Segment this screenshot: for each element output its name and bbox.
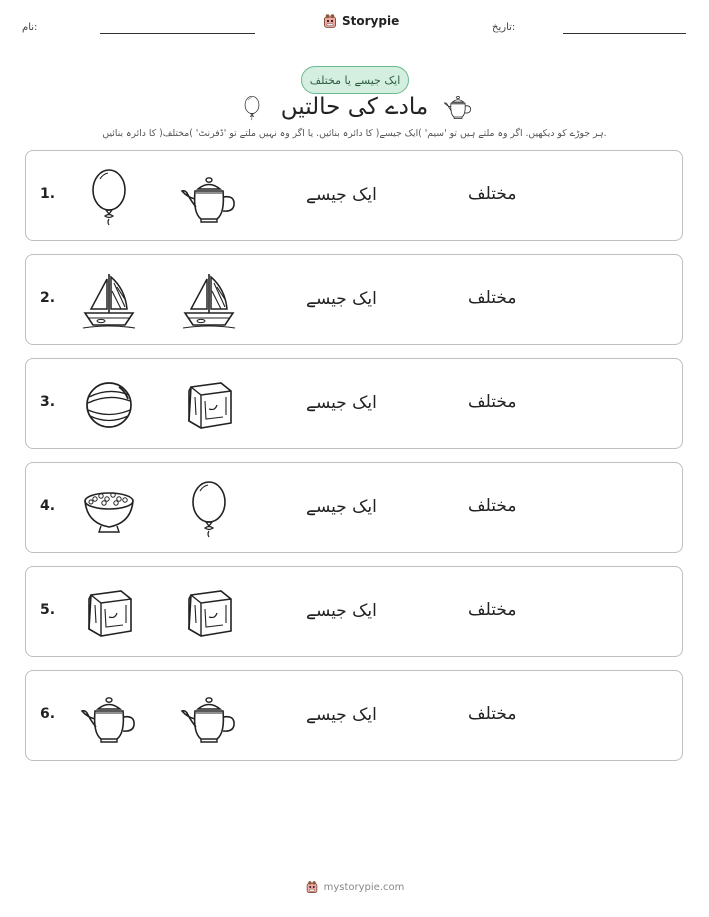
ice-cube-icon xyxy=(79,583,139,643)
footer xyxy=(0,880,709,894)
different-option[interactable]: مختلف xyxy=(468,704,517,724)
storypie-logo-icon xyxy=(305,880,319,894)
cereal-bowl-icon xyxy=(79,479,139,539)
sailboat-icon xyxy=(179,271,239,331)
different-option[interactable]: مختلف xyxy=(468,392,517,412)
question-row xyxy=(25,358,683,449)
balloon-icon xyxy=(79,167,139,227)
question-row xyxy=(25,254,683,345)
different-option[interactable]: مختلف xyxy=(468,496,517,516)
teapot-icon xyxy=(179,167,239,227)
worksheet-type-pill: ایک جیسے یا مختلف xyxy=(301,66,409,94)
question-number: 4. xyxy=(40,498,56,514)
ball-icon xyxy=(79,375,139,435)
different-option[interactable]: مختلف xyxy=(468,600,517,620)
question-number: 6. xyxy=(40,706,56,722)
name-label: نام: xyxy=(22,22,38,33)
different-option[interactable]: مختلف xyxy=(468,184,517,204)
brand-logo xyxy=(322,13,399,29)
name-line[interactable] xyxy=(100,33,255,34)
same-option[interactable]: ایک جیسے xyxy=(306,705,377,725)
ice-cube-icon xyxy=(179,375,239,435)
question-row xyxy=(25,462,683,553)
question-number: 1. xyxy=(40,186,56,202)
date-line[interactable] xyxy=(563,33,686,34)
question-row xyxy=(25,150,683,241)
instructions: ہر جوڑے کو دیکھیں. اگر وہ ملتے ہیں تو 'سیم' )ایک جیسے( کا دائرہ بنائیں. یا اگر وہ نہیں ملتے تو 'ڈفرنٹ' )مختلف( کا دائرہ بنائیں. xyxy=(102,128,607,139)
brand-name: Storypie xyxy=(342,14,400,28)
date-label: تاریخ: xyxy=(492,22,516,33)
same-option[interactable]: ایک جیسے xyxy=(306,289,377,309)
same-option[interactable]: ایک جیسے xyxy=(306,497,377,517)
balloon-icon xyxy=(179,479,239,539)
same-option[interactable]: ایک جیسے xyxy=(306,393,377,413)
sailboat-icon xyxy=(79,271,139,331)
footer-site: mystorypie.com xyxy=(323,881,405,893)
question-row xyxy=(25,566,683,657)
storypie-logo-icon xyxy=(322,13,338,29)
same-option[interactable]: ایک جیسے xyxy=(306,185,377,205)
question-row xyxy=(25,670,683,761)
teapot-icon xyxy=(442,91,474,121)
page-title: مادے کی حالتیں xyxy=(280,94,429,120)
teapot-icon xyxy=(79,687,139,747)
question-number: 2. xyxy=(40,290,56,306)
question-number: 3. xyxy=(40,394,56,410)
teapot-icon xyxy=(179,687,239,747)
different-option[interactable]: مختلف xyxy=(468,288,517,308)
same-option[interactable]: ایک جیسے xyxy=(306,601,377,621)
question-number: 5. xyxy=(40,602,56,618)
ice-cube-icon xyxy=(179,583,239,643)
